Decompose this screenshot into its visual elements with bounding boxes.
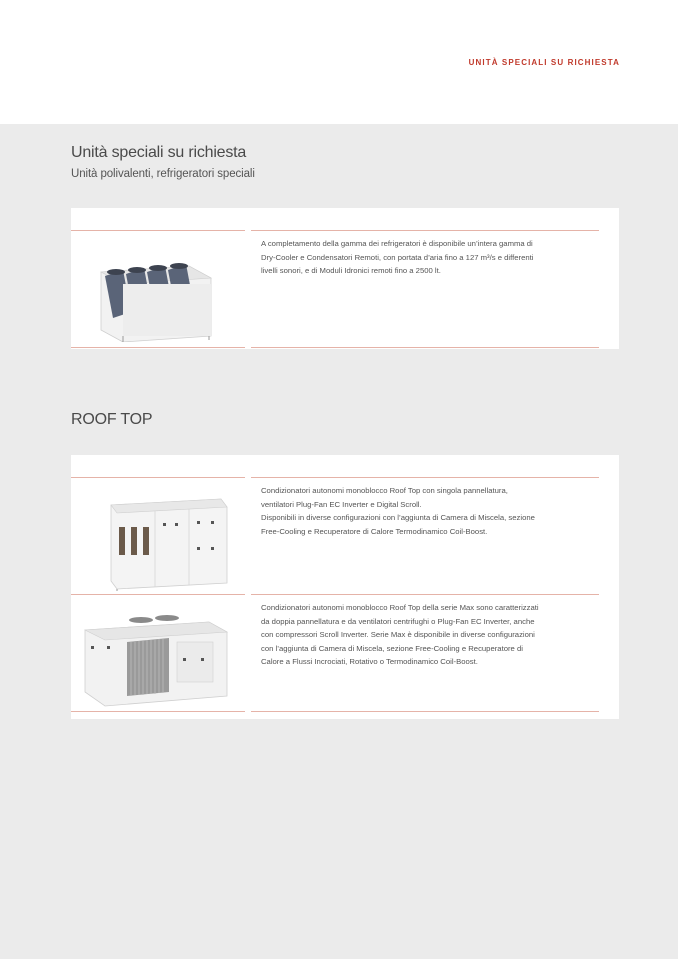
product-description: Condizionatori autonomi monoblocco Roof Top della serie Max sono caratterizzati da doppia pannellatura e da ventilatori centrifughi o Plug-Fan EC Inverter, anche con compressori Scroll Inverter. Serie Max è disponibile in diverse configurazioni con l’aggiunta di Camera di Miscela, sezione Free-Cooling e Recuperatore di Calore a Flussi Incrociati, Rotativo o Termodinamico Coil-Boost. — [261, 603, 539, 667]
divider — [71, 711, 245, 712]
product-row — [71, 594, 619, 714]
product-description: A completamento della gamma dei refrigeratori è disponibile un’intera gamma di Dry-Cooler e Condensatori Remoti, con portata d’aria fino a 127 m³/s e differenti livelli sonori, e di Moduli Idronici remoti fino a 2500 lt. — [261, 239, 534, 276]
product-row — [71, 477, 619, 595]
product-description: Condizionatori autonomi monoblocco Roof Top con singola pannellatura, ventilatori Plug-Fan EC Inverter e Digital Scroll. Disponibili in diverse configurazioni con l’aggiunta di Camera di Miscela, sezione Free-Cooling e Recuperatore di Calore Termodinamico Coil-Boost. — [261, 486, 535, 536]
divider — [71, 230, 245, 231]
product-card — [71, 455, 619, 719]
product-card — [71, 208, 619, 349]
product-row — [71, 230, 619, 348]
divider — [71, 347, 245, 348]
divider — [251, 477, 599, 478]
section-title: Unità speciali su richiesta — [71, 144, 247, 161]
roof-top-max-unit-image — [71, 608, 245, 708]
divider — [71, 594, 245, 595]
section-subtitle: Unità polivalenti, refrigeratori speciali — [71, 168, 255, 180]
dry-cooler-unit-image — [71, 242, 245, 342]
header-label: UNITÀ SPECIALI SU RICHIESTA — [468, 58, 620, 67]
divider — [251, 711, 599, 712]
section-title: ROOF TOP — [71, 411, 153, 428]
divider — [71, 477, 245, 478]
divider — [251, 594, 599, 595]
divider — [251, 347, 599, 348]
divider — [251, 230, 599, 231]
roof-top-unit-image — [71, 487, 245, 591]
page-header-band — [0, 0, 678, 124]
